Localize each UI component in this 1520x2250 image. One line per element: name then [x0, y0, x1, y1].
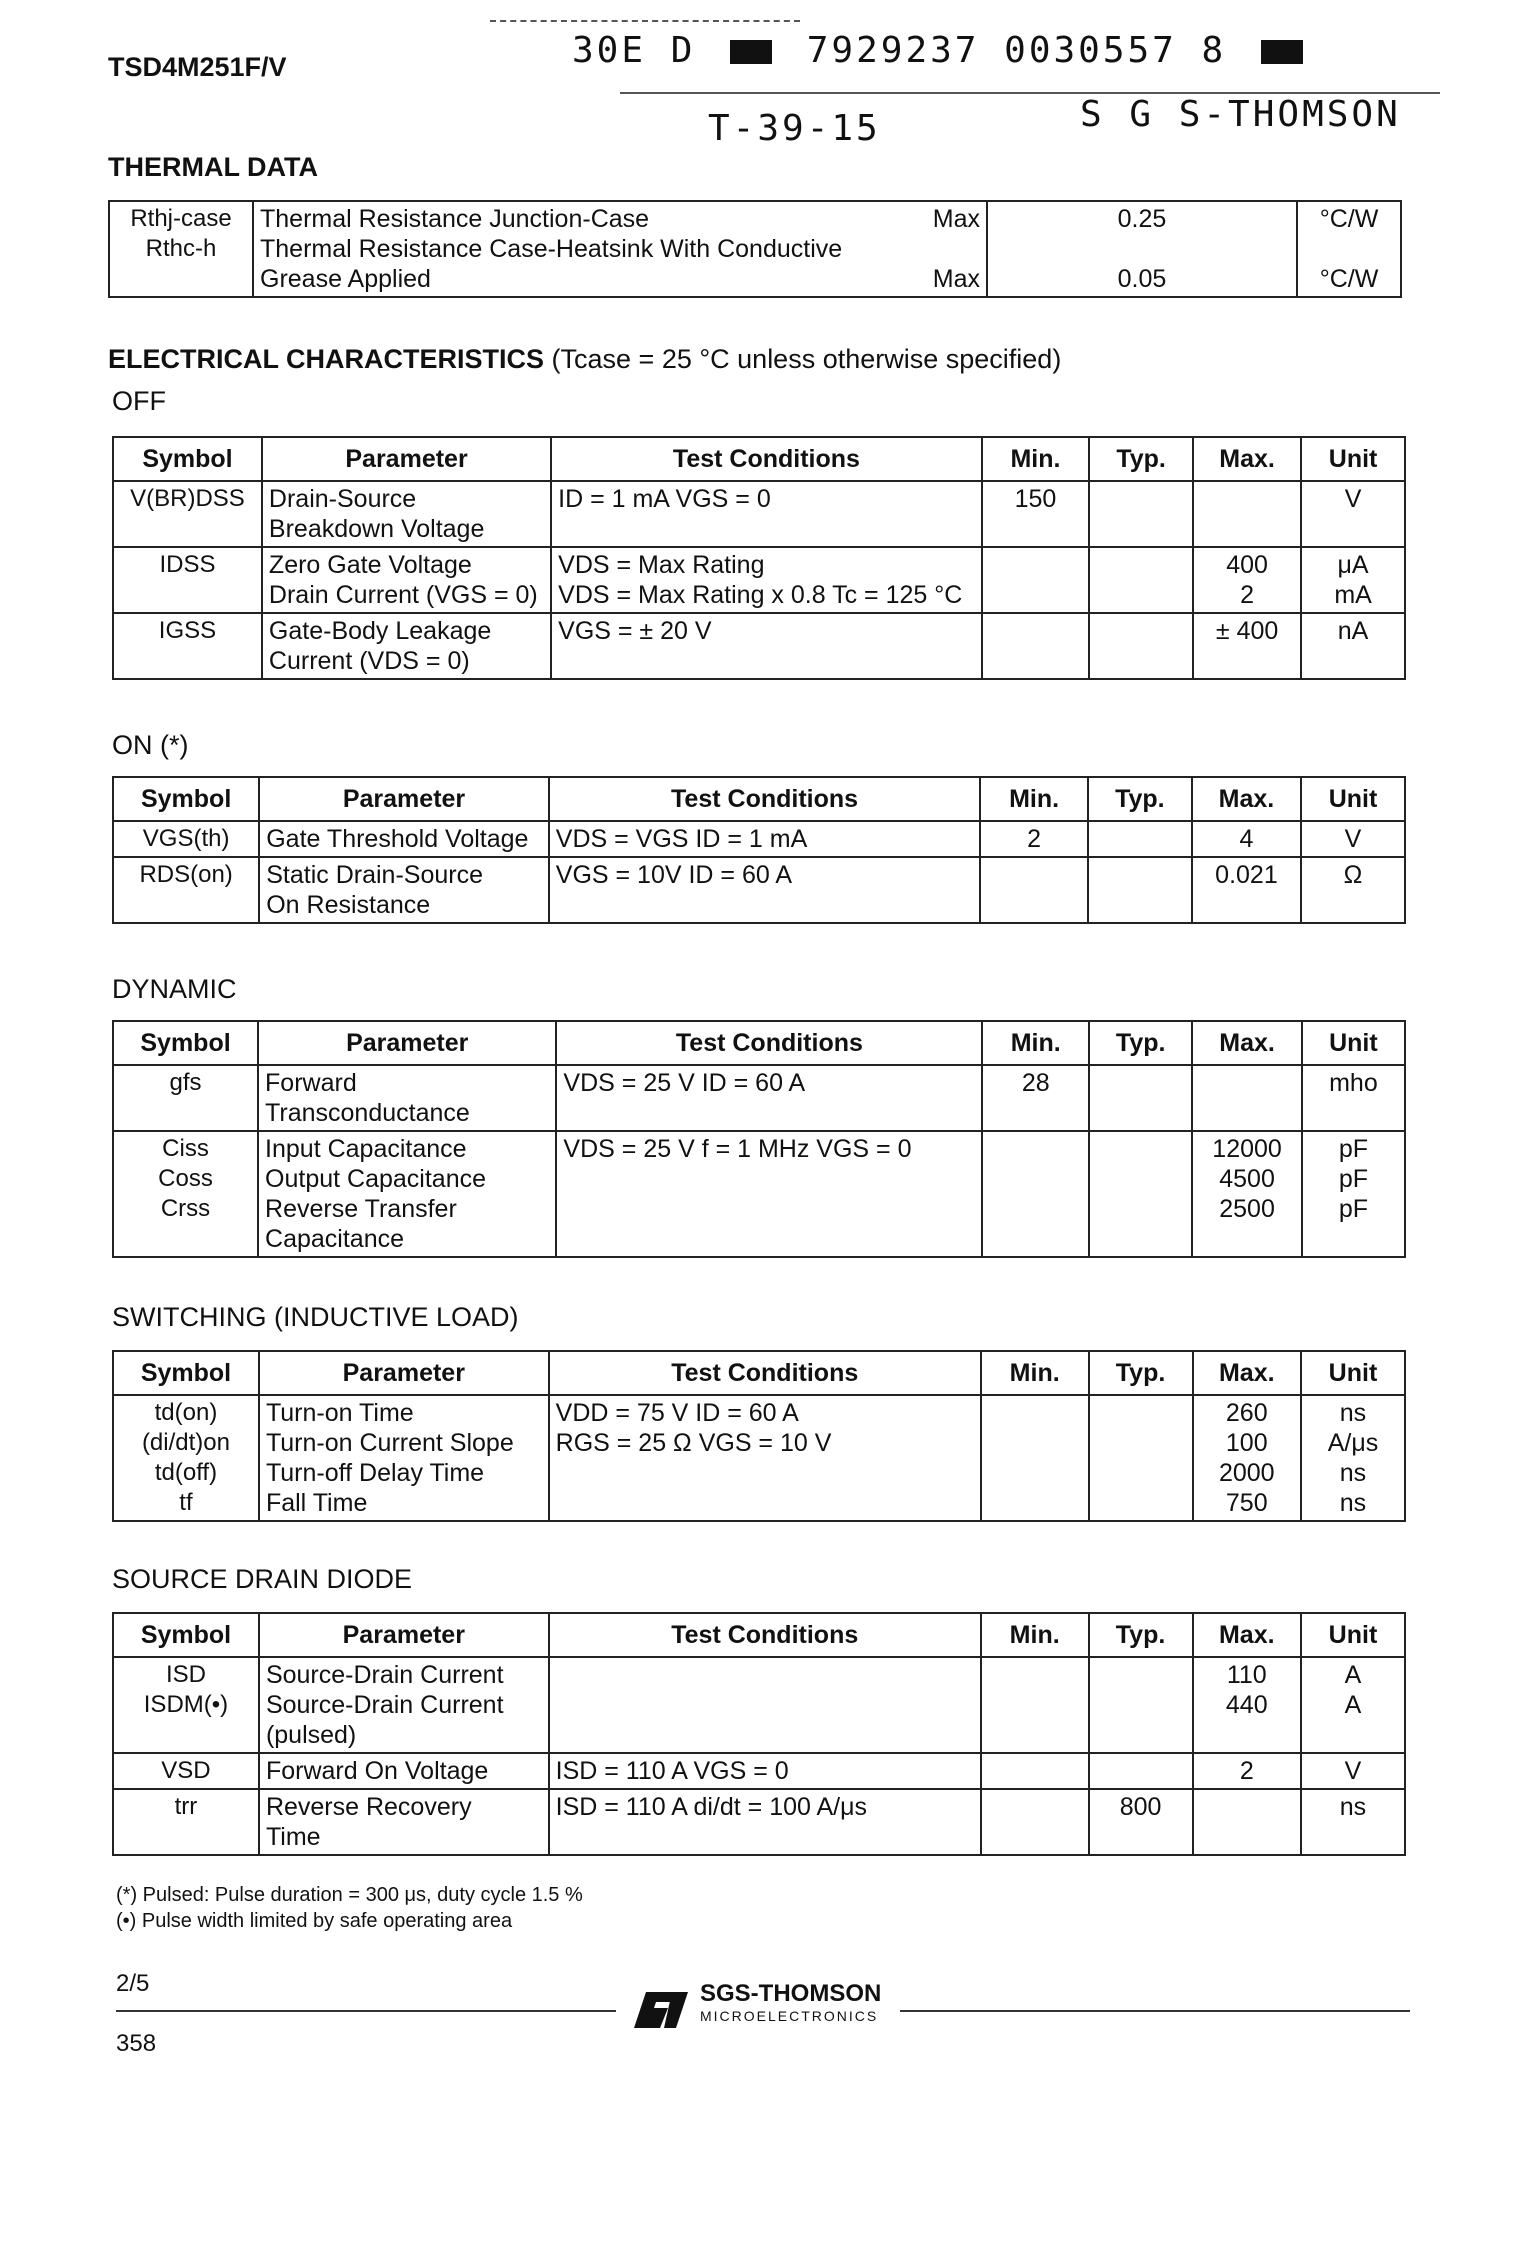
max-cell: [1193, 1789, 1301, 1855]
column-header-min: Min.: [981, 1351, 1089, 1395]
page-indicator: 2/5: [116, 1970, 150, 1997]
typ-cell-line: 800: [1119, 1793, 1162, 1821]
test-conditions-cell: [556, 1131, 982, 1257]
max-cell: [1193, 481, 1301, 547]
column-header-test: Test Conditions: [556, 1021, 982, 1065]
column-header-max: Max.: [1193, 1351, 1301, 1395]
typ-cell: [1088, 821, 1192, 857]
typ-cell: [1089, 1131, 1192, 1257]
column-header-max: Max.: [1192, 1021, 1302, 1065]
parameter-cell-line: Gate-Body Leakage: [268, 617, 492, 645]
symbol-cell-line: tf: [179, 1489, 193, 1516]
section-title-dynamic: DYNAMIC: [112, 974, 237, 1004]
unit-cell-line: ns: [1339, 1793, 1367, 1821]
parameter-cell-line: Capacitance: [265, 1225, 405, 1253]
parameter-cell-line: Breakdown Voltage: [268, 515, 485, 543]
brand-sub: MICROELECTRONICS: [700, 2008, 879, 2024]
value-text: 0.25: [1117, 205, 1167, 233]
parameter-cell-line: Time: [265, 1823, 321, 1851]
max-cell: [1192, 857, 1301, 923]
parameter-cell-line: Current (VDS = 0): [268, 647, 470, 675]
typ-cell: [1089, 1657, 1193, 1753]
test-conditions-cell-line: VGS = 10V ID = 60 A: [555, 861, 793, 889]
table-row: [109, 201, 1401, 297]
thermal-param: [253, 201, 987, 297]
qualifier: Max: [932, 205, 980, 233]
min-cell: [981, 1789, 1089, 1855]
max-cell-line: 12000: [1212, 1135, 1282, 1163]
min-cell-line: 2: [1027, 825, 1042, 853]
column-header-symbol: Symbol: [113, 437, 262, 481]
max-cell-line: 2000: [1218, 1459, 1275, 1487]
test-conditions-cell-line: VDS = VGS ID = 1 mA: [555, 825, 808, 853]
test-conditions-cell: [549, 1789, 981, 1855]
param-text: Grease Applied: [260, 265, 431, 293]
symbol-cell-line: Coss: [158, 1165, 213, 1192]
test-conditions-cell-line: VDS = 25 V ID = 60 A: [563, 1069, 806, 1097]
page-number: 358: [116, 2030, 157, 2057]
parameter-cell-line: Turn-off Delay Time: [265, 1459, 485, 1487]
table-header-row: [113, 437, 1405, 481]
max-cell-line: 750: [1225, 1489, 1268, 1517]
unit-text: °C/W: [1319, 265, 1379, 293]
typ-cell: [1089, 1065, 1192, 1131]
table-header-row: [113, 1351, 1405, 1395]
symbol-cell: [113, 547, 262, 613]
max-cell-line: 2: [1239, 1757, 1254, 1785]
section-title-off: OFF: [112, 386, 166, 416]
unit-cell-line: pF: [1338, 1195, 1369, 1223]
table-row: [113, 613, 1405, 679]
unit-cell: [1301, 481, 1405, 547]
table-row: [113, 1065, 1405, 1131]
footnote: (*) Pulsed: Pulse duration = 300 μs, duty cycle 1.5 %: [116, 1884, 583, 1906]
column-header-parameter: Parameter: [262, 437, 551, 481]
max-cell: [1192, 1065, 1302, 1131]
min-cell-line: 28: [1021, 1069, 1050, 1097]
part-number: TSD4M251F/V: [108, 52, 287, 82]
parameter-cell-line: Transconductance: [265, 1099, 470, 1127]
min-cell: [982, 1065, 1089, 1131]
min-cell: [981, 1753, 1089, 1789]
dynamic-table: [112, 1020, 1406, 1258]
test-conditions-cell-line: VDD = 75 V ID = 60 A: [555, 1399, 799, 1427]
unit-cell-line: V: [1344, 1757, 1362, 1785]
unit-cell-line: ns: [1339, 1399, 1367, 1427]
symbol-cell: [113, 613, 262, 679]
unit-cell: [1302, 1065, 1405, 1131]
column-header-test: Test Conditions: [549, 777, 981, 821]
test-conditions-cell-line: VGS = ± 20 V: [558, 617, 712, 645]
symbol-text: Rthj-case: [130, 205, 232, 232]
symbol-cell-line: RDS(on): [139, 861, 233, 888]
brand-name: SGS-THOMSON: [700, 1980, 882, 2007]
column-header-unit: Unit: [1301, 777, 1405, 821]
column-header-max: Max.: [1192, 777, 1301, 821]
max-cell-line: 4500: [1219, 1165, 1275, 1193]
parameter-cell-line: Forward: [265, 1069, 357, 1097]
unit-cell-line: μA: [1337, 551, 1369, 579]
unit-cell: [1301, 547, 1405, 613]
parameter-cell: [259, 821, 549, 857]
parameter-cell: [259, 1395, 549, 1521]
max-cell: [1192, 1131, 1302, 1257]
min-cell: [982, 481, 1089, 547]
table-row: [113, 1753, 1405, 1789]
column-header-symbol: Symbol: [113, 777, 259, 821]
typ-cell: [1089, 1395, 1193, 1521]
symbol-cell-line: (di/dt)on: [141, 1429, 230, 1456]
max-cell-line: 400: [1226, 551, 1268, 579]
min-cell: [982, 547, 1089, 613]
symbol-cell: [113, 1065, 258, 1131]
max-cell-line: 100: [1225, 1429, 1268, 1457]
typ-cell: [1089, 547, 1193, 613]
column-header-unit: Unit: [1301, 1613, 1405, 1657]
parameter-cell-line: Forward On Voltage: [265, 1757, 489, 1785]
column-header-min: Min.: [981, 1613, 1089, 1657]
table-row: [113, 857, 1405, 923]
max-cell-line: 440: [1225, 1691, 1268, 1719]
redaction-block: [1261, 40, 1303, 64]
max-cell-line: 110: [1226, 1661, 1267, 1689]
column-header-typ: Typ.: [1089, 437, 1193, 481]
max-cell-line: 2: [1240, 581, 1255, 609]
unit-cell: [1301, 1753, 1405, 1789]
parameter-cell: [259, 857, 549, 923]
max-cell: [1193, 1395, 1301, 1521]
unit-cell: [1301, 1395, 1405, 1521]
stamp-text: 30E D: [572, 30, 696, 71]
symbol-cell: [113, 857, 259, 923]
unit-cell-line: ns: [1339, 1489, 1367, 1517]
symbol-cell-line: gfs: [169, 1069, 202, 1096]
test-conditions-cell: [549, 1657, 981, 1753]
unit-cell: [1301, 613, 1405, 679]
symbol-cell: [113, 1657, 259, 1753]
table-row: [113, 1131, 1405, 1257]
column-header-symbol: Symbol: [113, 1021, 258, 1065]
stamp-code: T-39-15: [708, 108, 881, 149]
max-cell: [1193, 1753, 1301, 1789]
symbol-cell-line: Ciss: [162, 1135, 209, 1162]
parameter-cell: [262, 481, 551, 547]
switching-table: [112, 1350, 1406, 1522]
stamp-line: [572, 30, 1313, 71]
parameter-cell-line: Source-Drain Current: [265, 1661, 504, 1689]
unit-cell-line: V: [1344, 825, 1362, 853]
stamp-brand: S G S-THOMSON: [1080, 94, 1401, 135]
min-cell: [981, 1395, 1089, 1521]
table-row: [113, 1789, 1405, 1855]
column-header-unit: Unit: [1301, 1351, 1405, 1395]
divider: [116, 2010, 616, 2012]
unit-cell-line: pF: [1338, 1165, 1369, 1193]
test-conditions-cell: [551, 481, 982, 547]
column-header-test: Test Conditions: [549, 1613, 981, 1657]
symbol-cell: [113, 481, 262, 547]
min-cell: [982, 1131, 1089, 1257]
test-conditions-cell-line: VDS = 25 V f = 1 MHz VGS = 0: [563, 1135, 912, 1163]
unit-cell: [1301, 1657, 1405, 1753]
typ-cell: [1089, 613, 1193, 679]
thermal-symbol: [109, 201, 253, 297]
max-cell: [1192, 821, 1301, 857]
table-row: [113, 481, 1405, 547]
parameter-cell-line: Fall Time: [265, 1489, 368, 1517]
max-cell: [1193, 1657, 1301, 1753]
min-cell: [980, 857, 1088, 923]
section-title-switching: SWITCHING (INDUCTIVE LOAD): [112, 1302, 519, 1332]
stamp-text: 7929237 0030557 8: [806, 30, 1227, 71]
parameter-cell-line: Zero Gate Voltage: [268, 551, 472, 579]
symbol-cell-line: VSD: [161, 1757, 211, 1784]
param-text: Thermal Resistance Junction-Case: [260, 205, 650, 233]
typ-cell: [1089, 481, 1193, 547]
unit-cell: [1302, 1131, 1405, 1257]
test-conditions-cell: [549, 1753, 981, 1789]
unit-cell: [1301, 1789, 1405, 1855]
typ-cell: [1089, 1753, 1193, 1789]
unit-cell: [1301, 821, 1405, 857]
unit-cell: [1301, 857, 1405, 923]
column-header-max: Max.: [1193, 437, 1301, 481]
unit-cell-line: pF: [1338, 1135, 1369, 1163]
redaction-block: [730, 40, 772, 64]
unit-text: °C/W: [1319, 205, 1379, 233]
thermal-unit: [1297, 201, 1401, 297]
electrical-title: ELECTRICAL CHARACTERISTICS: [108, 344, 545, 374]
parameter-cell-line: Gate Threshold Voltage: [266, 825, 529, 853]
parameter-cell: [258, 1065, 556, 1131]
column-header-min: Min.: [982, 437, 1089, 481]
min-cell: [980, 821, 1088, 857]
qualifier: Max: [932, 265, 980, 293]
symbol-cell-line: ISDM(•): [143, 1691, 229, 1718]
divider: [900, 2010, 1410, 2012]
column-header-typ: Typ.: [1089, 1613, 1193, 1657]
parameter-cell: [262, 613, 551, 679]
parameter-cell-line: Input Capacitance: [265, 1135, 467, 1163]
column-header-parameter: Parameter: [258, 1021, 556, 1065]
symbol-cell: [113, 821, 259, 857]
column-header-unit: Unit: [1301, 437, 1405, 481]
column-header-typ: Typ.: [1089, 1021, 1192, 1065]
unit-cell-line: A/μs: [1327, 1429, 1379, 1457]
electrical-condition: (Tcase = 25 °C unless otherwise specified): [551, 344, 1062, 374]
typ-cell: [1088, 857, 1192, 923]
symbol-cell-line: ISD: [165, 1661, 206, 1688]
parameter-cell: [258, 1131, 556, 1257]
symbol-cell-line: td(off): [154, 1459, 218, 1486]
symbol-cell: [113, 1753, 259, 1789]
parameter-cell-line: Reverse Recovery: [265, 1793, 472, 1821]
test-conditions-cell: [549, 821, 981, 857]
test-conditions-cell: [551, 613, 982, 679]
min-cell: [981, 1657, 1089, 1753]
column-header-symbol: Symbol: [113, 1613, 259, 1657]
table-header-row: [113, 1613, 1405, 1657]
symbol-cell-line: td(on): [154, 1399, 218, 1426]
test-conditions-cell: [549, 857, 981, 923]
test-conditions-cell: [549, 1395, 981, 1521]
footnotes: [116, 1882, 583, 1934]
parameter-cell-line: On Resistance: [266, 891, 431, 919]
test-conditions-cell-line: RGS = 25 Ω VGS = 10 V: [555, 1429, 832, 1457]
column-header-parameter: Parameter: [259, 777, 549, 821]
divider: [490, 20, 800, 22]
parameter-cell-line: Source-Drain Current: [265, 1691, 504, 1719]
typ-cell: [1089, 1789, 1193, 1855]
unit-cell-line: Ω: [1343, 861, 1363, 889]
thermal-value: [987, 201, 1297, 297]
column-header-max: Max.: [1193, 1613, 1301, 1657]
table-header-row: [113, 1021, 1405, 1065]
unit-cell-line: ns: [1339, 1459, 1367, 1487]
column-header-parameter: Parameter: [259, 1351, 549, 1395]
unit-cell-line: nA: [1337, 617, 1369, 645]
section-title-diode: SOURCE DRAIN DIODE: [112, 1564, 413, 1594]
diode-table: [112, 1612, 1406, 1856]
unit-cell-line: mho: [1329, 1069, 1378, 1097]
off-table: [112, 436, 1406, 680]
column-header-test: Test Conditions: [549, 1351, 981, 1395]
table-row: [113, 821, 1405, 857]
column-header-symbol: Symbol: [113, 1351, 259, 1395]
symbol-cell-line: IDSS: [159, 551, 216, 578]
unit-cell-line: A: [1344, 1661, 1362, 1689]
min-cell: [982, 613, 1089, 679]
section-title-on: ON (*): [112, 730, 189, 760]
parameter-cell-line: Turn-on Current Slope: [265, 1429, 514, 1457]
value-text: 0.05: [1117, 265, 1167, 293]
max-cell-line: 2500: [1219, 1195, 1275, 1223]
param-line: [260, 264, 980, 294]
symbol-cell-line: V(BR)DSS: [130, 485, 245, 512]
max-cell: [1193, 547, 1301, 613]
max-cell-line: 0.021: [1215, 861, 1278, 889]
symbol-cell: [113, 1131, 258, 1257]
symbol-cell-line: trr: [174, 1793, 198, 1820]
column-header-min: Min.: [982, 1021, 1089, 1065]
parameter-cell: [259, 1657, 549, 1753]
test-conditions-cell: [551, 547, 982, 613]
test-conditions-cell-line: ISD = 110 A VGS = 0: [555, 1757, 789, 1785]
electrical-heading: [108, 344, 1061, 375]
param-line: [260, 204, 980, 234]
parameter-cell-line: Drain Current (VGS = 0): [268, 581, 538, 609]
test-conditions-cell: [556, 1065, 982, 1131]
max-cell-line: 4: [1239, 825, 1254, 853]
thermal-table: [108, 200, 1402, 298]
max-cell-line: 260: [1225, 1399, 1268, 1427]
unit-cell-line: V: [1344, 485, 1362, 513]
test-conditions-cell-line: ID = 1 mA VGS = 0: [558, 485, 771, 513]
symbol-cell: [113, 1395, 259, 1521]
table-row: [113, 547, 1405, 613]
test-conditions-cell-line: VDS = Max Rating x 0.8 Tc = 125 °C: [558, 581, 963, 609]
parameter-cell-line: Output Capacitance: [265, 1165, 487, 1193]
test-conditions-cell-line: VDS = Max Rating: [558, 551, 765, 579]
max-cell-line: ± 400: [1215, 617, 1279, 645]
unit-cell-line: A: [1344, 1691, 1362, 1719]
on-table: [112, 776, 1406, 924]
column-header-typ: Typ.: [1089, 1351, 1193, 1395]
parameter-cell-line: Reverse Transfer: [265, 1195, 457, 1223]
column-header-parameter: Parameter: [259, 1613, 549, 1657]
column-header-typ: Typ.: [1088, 777, 1192, 821]
symbol-cell-line: VGS(th): [142, 825, 230, 852]
column-header-min: Min.: [980, 777, 1088, 821]
table-row: [113, 1395, 1405, 1521]
column-header-unit: Unit: [1302, 1021, 1405, 1065]
section-title-thermal: THERMAL DATA: [108, 152, 318, 182]
parameter-cell-line: Drain-Source: [268, 485, 417, 513]
max-cell: [1193, 613, 1301, 679]
parameter-cell: [259, 1789, 549, 1855]
symbol-cell-line: Crss: [160, 1195, 211, 1222]
symbol-text: Rthc-h: [145, 235, 217, 262]
parameter-cell: [259, 1753, 549, 1789]
test-conditions-cell-line: ISD = 110 A di/dt = 100 A/μs: [555, 1793, 868, 1821]
parameter-cell: [262, 547, 551, 613]
footnote: (•) Pulse width limited by safe operating area: [116, 1910, 513, 1932]
parameter-cell-line: (pulsed): [265, 1721, 357, 1749]
parameter-cell-line: Static Drain-Source: [266, 861, 483, 889]
min-cell-line: 150: [1014, 485, 1057, 513]
unit-cell-line: mA: [1334, 581, 1372, 609]
column-header-test: Test Conditions: [551, 437, 982, 481]
table-header-row: [113, 777, 1405, 821]
table-row: [113, 1657, 1405, 1753]
symbol-cell-line: IGSS: [158, 617, 217, 644]
param-text: Thermal Resistance Case-Heatsink With Conductive: [260, 235, 843, 263]
symbol-cell: [113, 1789, 259, 1855]
parameter-cell-line: Turn-on Time: [265, 1399, 414, 1427]
